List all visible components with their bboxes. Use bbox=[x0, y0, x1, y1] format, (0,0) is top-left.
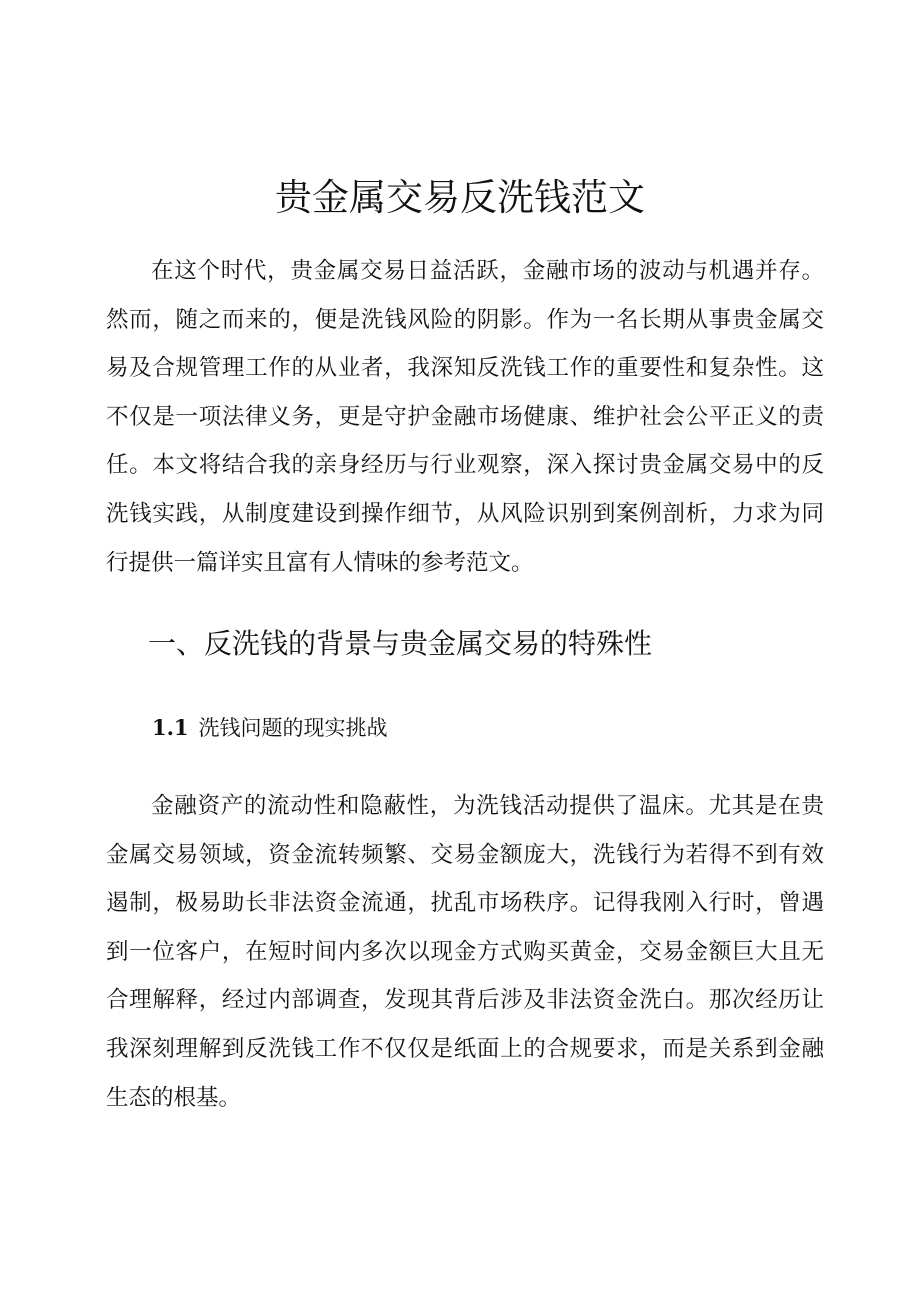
section-1-heading: 一、反洗钱的背景与贵金属交易的特殊性 bbox=[148, 627, 653, 660]
subsection-title: 洗钱问题的现实挑战 bbox=[198, 716, 388, 740]
document-title: 贵金属交易反洗钱范文 bbox=[275, 176, 645, 219]
intro-paragraph: 在这个时代，贵金属交易日益活跃，金融市场的波动与机遇并存。然而，随之而来的，便是洗钱风险的阴影。作为一名长期从事贵金属交易及合规管理工作的从业者，我深知反洗钱工作的重要性和复杂性。这不仅是一项法律义务，更是守护金融市场健康、维护社会公平正义的责任。本文将结合我的亲身经历与行业观察，深入探讨贵金属交易中的反洗钱实践，从制度建设到操作细节，从风险识别到案例剖析，力求为同行提供一篇详实且富有人情味的参考范文。 bbox=[106, 258, 824, 576]
subsection-1-1-paragraph: 金融资产的流动性和隐蔽性，为洗钱活动提供了温床。尤其是在贵金属交易领域，资金流转频繁、交易金额庞大，洗钱行为若得不到有效遏制，极易助长非法资金流通，扰乱市场秩序。记得我刚入行时，曾遇到一位客户，在短时间内多次以现金方式购买黄金，交易金额巨大且无合理解释，经过内部调查，发现其背后涉及非法资金洗白。那次经历让我深刻理解到反洗钱工作不仅仅是纸面上的合规要求，而是关系到金融生态的根基。 bbox=[106, 793, 824, 1111]
subsection-1-1-heading bbox=[152, 711, 388, 745]
subsection-number: 1.1 bbox=[152, 715, 189, 740]
